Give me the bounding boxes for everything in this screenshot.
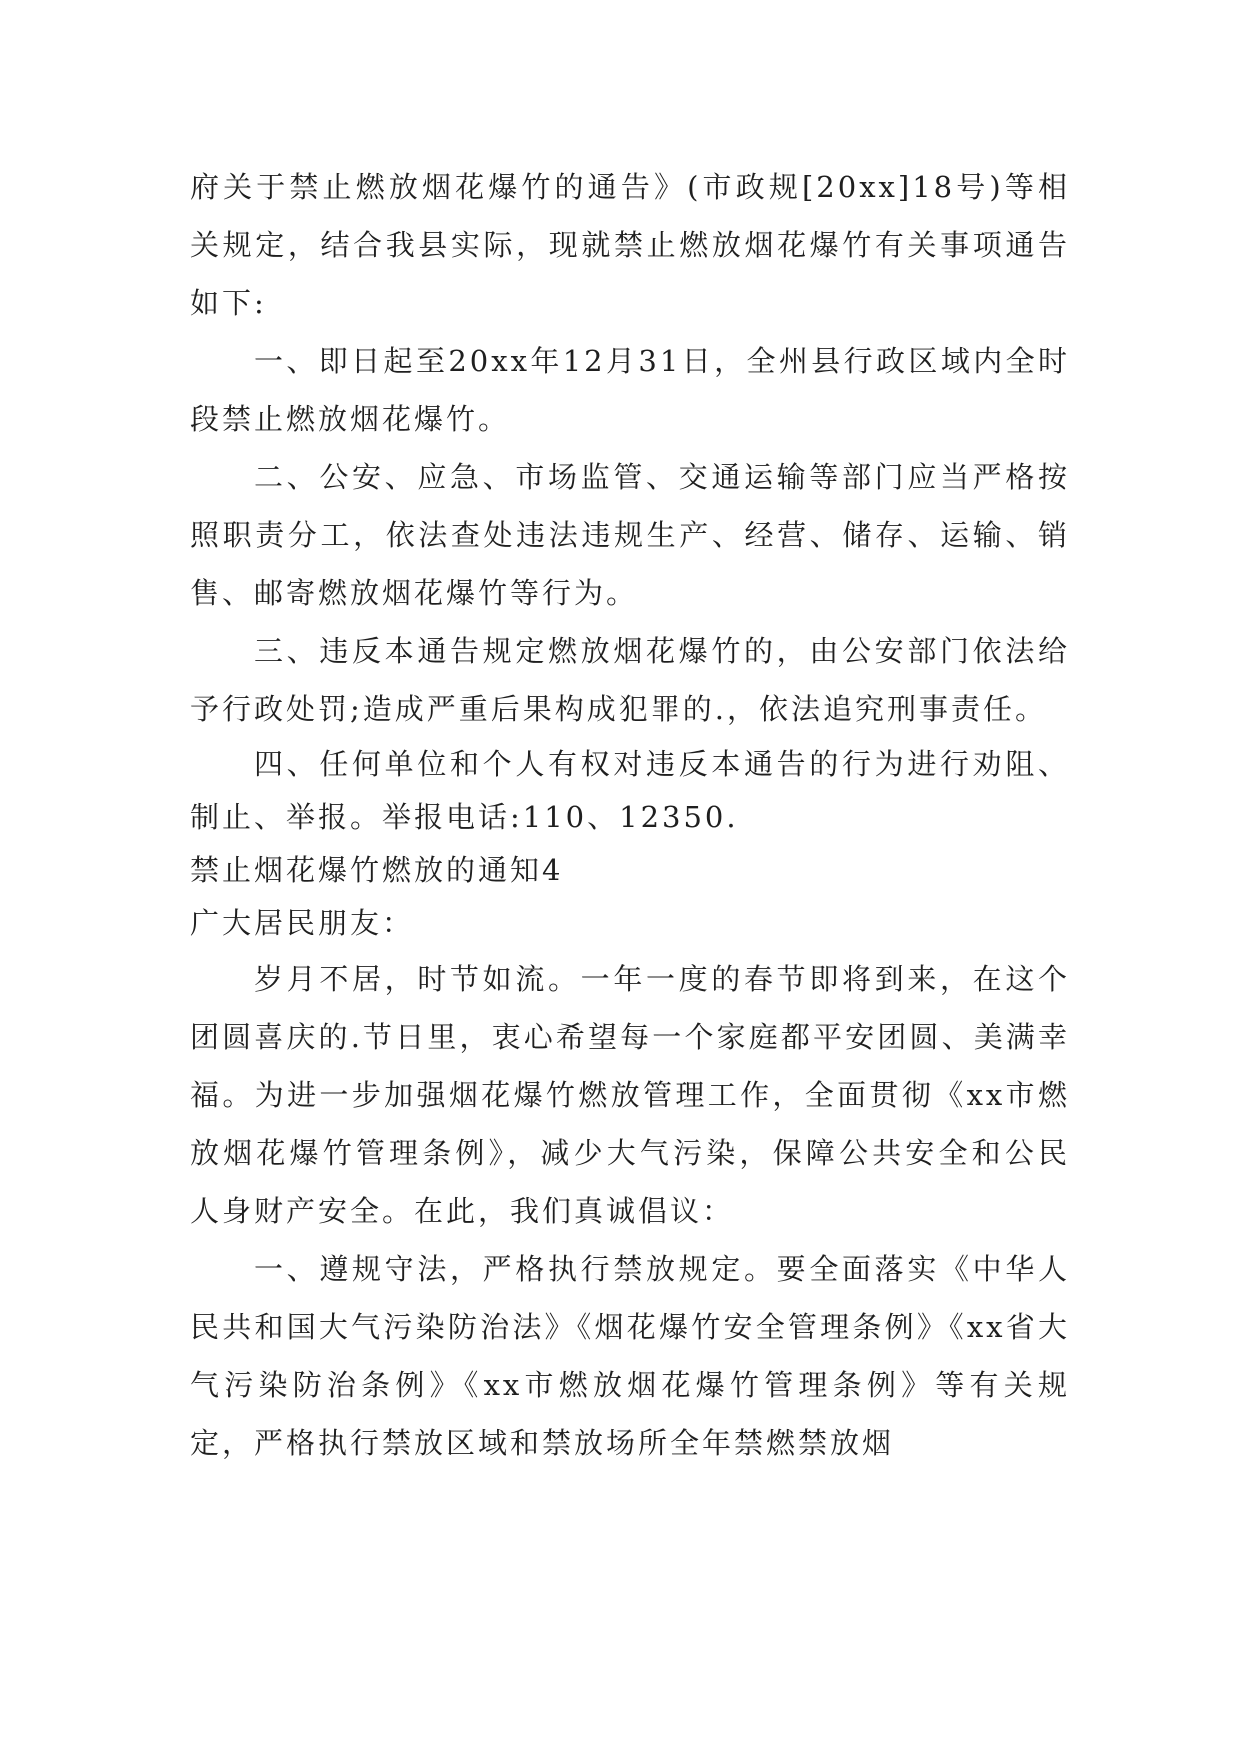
opening-paragraph: 岁月不居，时节如流。一年一度的春节即将到来，在这个团圆喜庆的.节日里，衷心希望每一个家庭都平安团圆、美满幸福。为进一步加强烟花爆竹燃放管理工作，全面贯彻《xx市燃放烟花爆竹管理条例》，减少大气污染，保障公共安全和公民人身财产安全。在此，我们真诚倡议： [190, 962, 1070, 1228]
notice-item-4: 四、任何单位和个人有权对违反本通告的行为进行劝阻、制止、举报。举报电话:110、12350. [190, 747, 1070, 834]
notice-item-1: 一、即日起至20xx年12月31日，全州县行政区域内全时段禁止燃放烟花爆竹。 [190, 344, 1070, 436]
notice-item-2: 二、公安、应急、市场监管、交通运输等部门应当严格按照职责分工，依法查处违法违规生产、经营、储存、运输、销售、邮寄燃放烟花爆竹等行为。 [190, 460, 1070, 610]
section-title: 禁止烟花爆竹燃放的通知4 [190, 853, 564, 887]
intro-continuation-paragraph: 府关于禁止燃放烟花爆竹的通告》(市政规[20xx]18号)等相关规定，结合我县实际，现就禁止燃放烟花爆竹有关事项通告如下: [190, 170, 1070, 320]
salutation: 广大居民朋友： [190, 906, 415, 940]
proposal-item-1: 一、遵规守法，严格执行禁放规定。要全面落实《中华人民共和国大气污染防治法》《烟花爆竹安全管理条例》《xx省大气污染防治条例》《xx市燃放烟花爆竹管理条例》等有关规定，严格执行禁放区域和禁放场所全年禁燃禁放烟 [190, 1252, 1070, 1460]
document-body [190, 158, 1070, 1472]
notice-item-3: 三、违反本通告规定燃放烟花爆竹的，由公安部门依法给予行政处罚;造成严重后果构成犯罪的.，依法追究刑事责任。 [190, 634, 1070, 726]
